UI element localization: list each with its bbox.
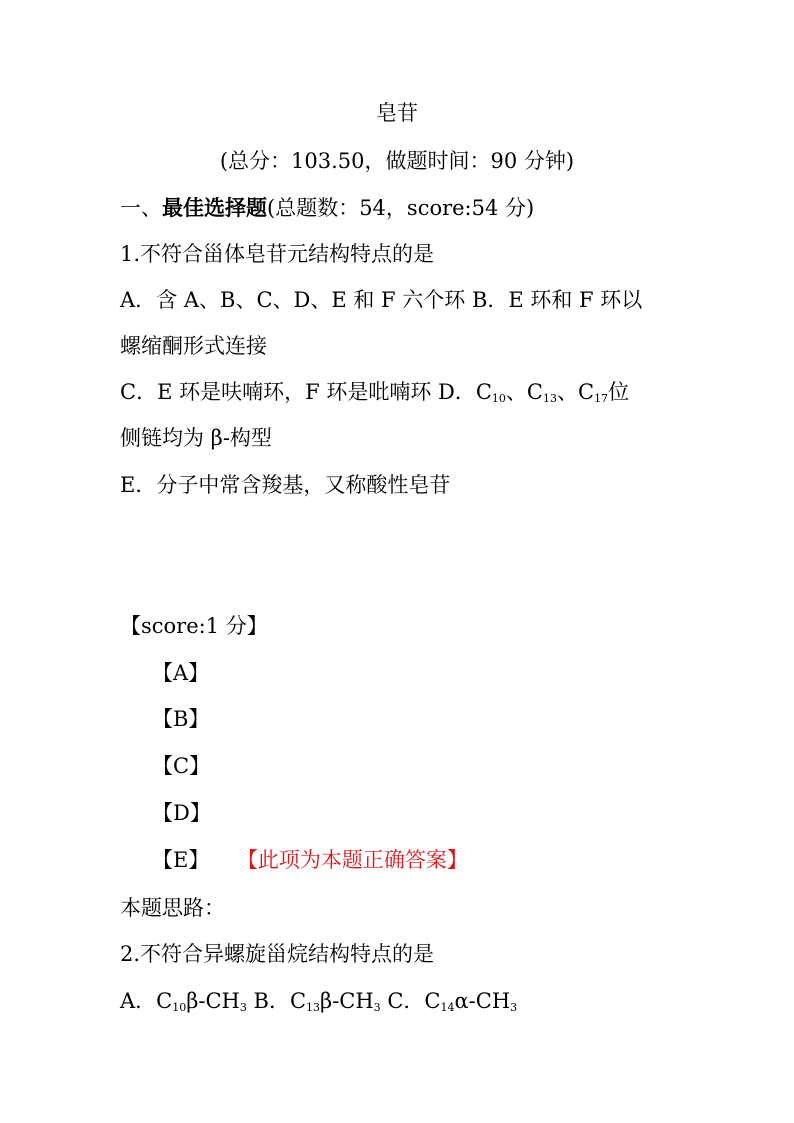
section-meta: (总题数：54，score:54 分) <box>267 196 535 220</box>
question-2-stem: 2.不符合异螺旋甾烷结构特点的是 <box>120 942 435 966</box>
answer-option-b[interactable]: 【B】 <box>152 707 210 731</box>
analysis-label: 本题思路： <box>120 896 225 920</box>
choice-b-text: β-CH <box>320 989 374 1013</box>
section-name: 最佳选择题 <box>162 196 267 220</box>
choice-a-text: β-CH <box>186 989 240 1013</box>
choice-a-text: A．C <box>120 989 173 1013</box>
choice-d-text: 位 <box>608 380 630 404</box>
choice-c-text: α-CH <box>454 989 511 1013</box>
subscript: 17 <box>594 392 609 405</box>
correct-answer-note: 【此项为本题正确答案】 <box>247 848 468 872</box>
choice-c-text: C．E 环是呋喃环，F 环是吡喃环 D．C <box>120 380 492 404</box>
answer-option-a[interactable]: 【A】 <box>152 661 210 685</box>
exam-summary: (总分：103.50，做题时间：90 分钟) <box>219 149 575 173</box>
answer-option-d[interactable]: 【D】 <box>152 801 211 825</box>
subscript: 13 <box>306 1001 321 1014</box>
choice-b-text: B．C <box>246 989 307 1013</box>
subscript: 3 <box>239 1001 247 1014</box>
subscript: 3 <box>373 1001 381 1014</box>
question-1-choice-a-b: A．含 A、B、C、D、E 和 F 六个环 B．E 环和 F 环以 <box>120 288 643 312</box>
choice-c-text: C．C <box>380 989 441 1013</box>
page-title: 皂苷 <box>376 101 418 125</box>
question-1-score: 【score:1 分】 <box>120 614 268 638</box>
answer-option-e-label: 【E】 <box>152 848 210 872</box>
subscript: 14 <box>440 1001 455 1014</box>
answer-option-e[interactable] <box>152 845 468 875</box>
choice-d-text: 、C <box>505 380 543 404</box>
question-1-choice-b-cont: 螺缩酮形式连接 <box>120 334 267 358</box>
question-1-choice-e: E．分子中常含羧基，又称酸性皂苷 <box>120 473 451 497</box>
question-1-stem: 1.不符合甾体皂苷元结构特点的是 <box>120 242 435 266</box>
section-prefix: 一、 <box>120 196 162 220</box>
choice-d-text: 、C <box>556 380 595 404</box>
subscript: 10 <box>172 1001 187 1014</box>
question-1-choice-d-cont: 侧链均为 β-构型 <box>120 426 272 450</box>
subscript: 13 <box>542 392 557 405</box>
answer-option-c[interactable]: 【C】 <box>152 754 211 778</box>
subscript: 10 <box>491 392 506 405</box>
subscript: 3 <box>510 1001 518 1014</box>
section-heading <box>120 193 534 223</box>
question-2-choices <box>120 986 517 1016</box>
question-1-choice-c-d <box>120 377 629 407</box>
